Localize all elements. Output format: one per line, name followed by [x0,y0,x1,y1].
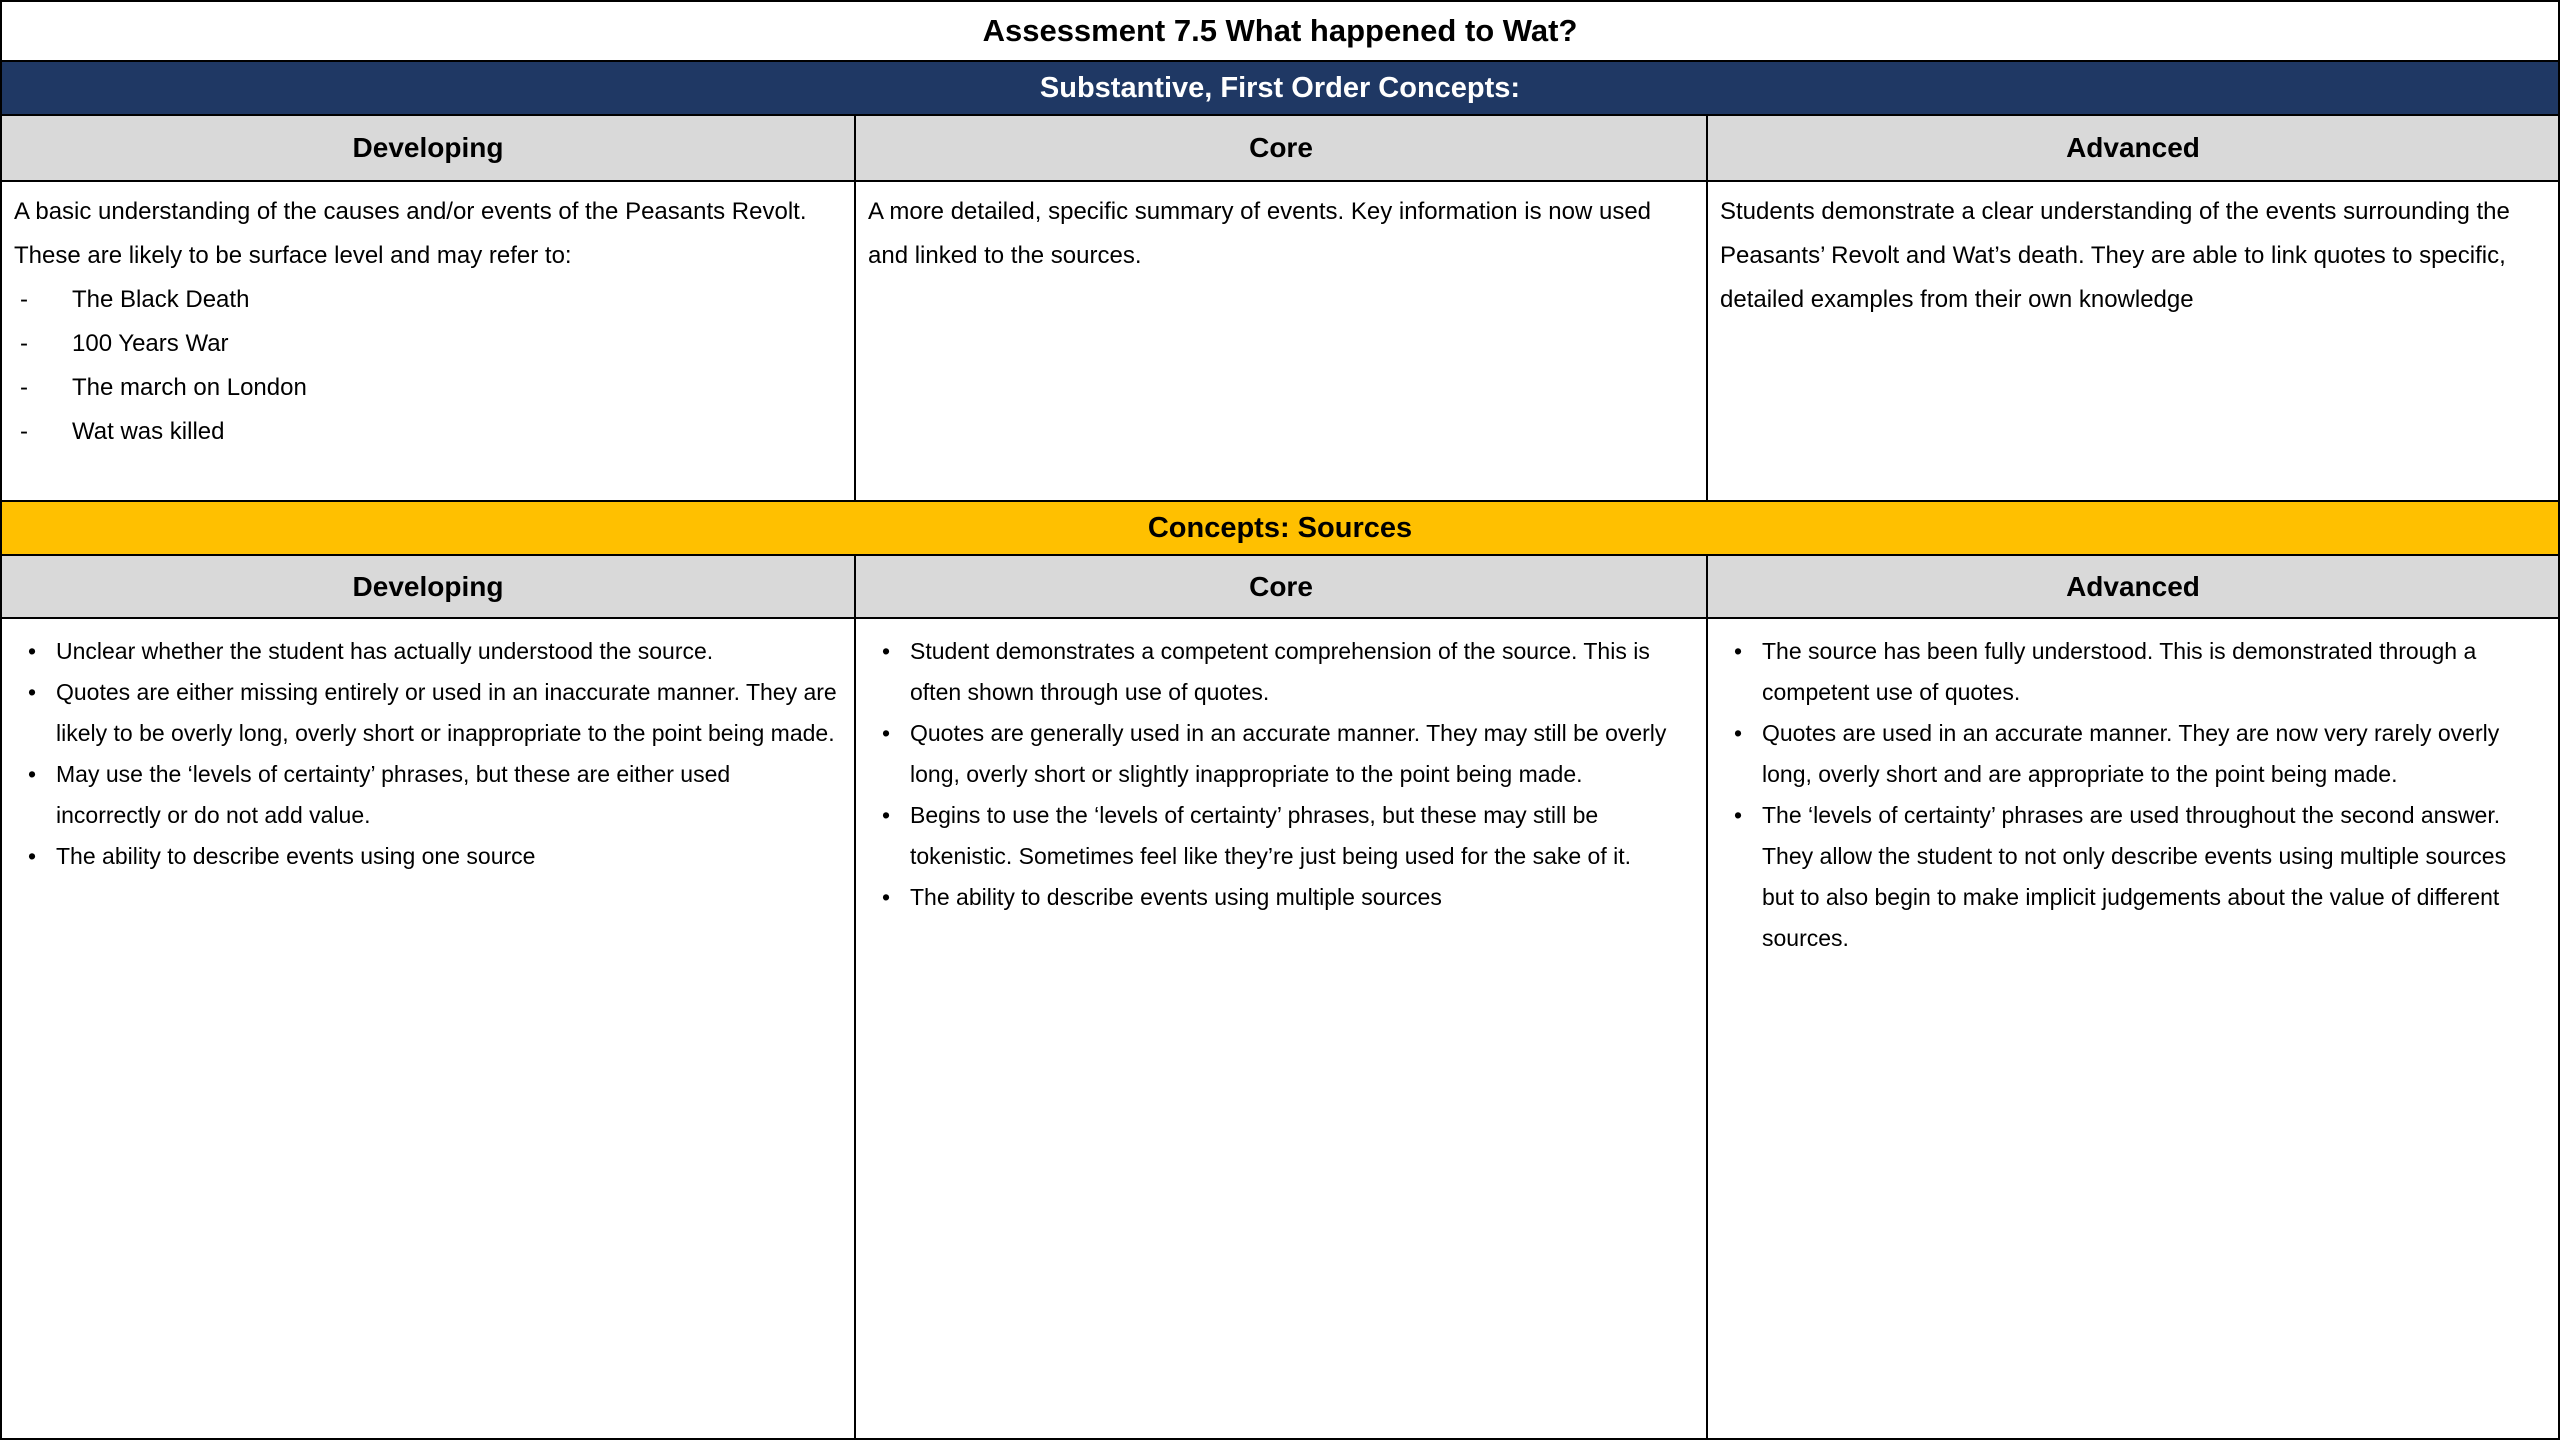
section1-header-core: Core [854,116,1706,180]
section2-header-developing: Developing [2,556,854,617]
bullet-item: • May use the ‘levels of certainty’ phrases, but these are either used incorrectly or do not add value. [14,754,838,836]
section1-core-text: A more detailed, specific summary of events. Key information is now used and linked to the sources. [868,198,1652,269]
bullet-item: • The ability to describe events using one source [14,836,838,877]
section2-content-row [2,619,2558,1440]
section1-developing-cell [2,182,854,500]
list-item: - 100 Years War [14,322,838,366]
bullet-item: • The ‘levels of certainty’ phrases are used throughout the second answer. They allow the student to not only describe events using multiple sources but to also begin to make implicit judgements about the value of different sources. [1720,795,2542,959]
page-title: Assessment 7.5 What happened to Wat? [982,13,1578,48]
list-item: - The Black Death [14,278,838,322]
section-banner-concepts-sources [2,500,2558,556]
section1-advanced-cell [1706,182,2558,500]
section1-advanced-text: Students demonstrate a clear understanding of the events surrounding the Peasants’ Revolt and Wat’s death. They are able to link quotes to specific, detailed examples from their own knowledge [1720,198,2510,313]
section2-developing-cell [2,619,854,1440]
section1-header-advanced: Advanced [1706,116,2558,180]
bullet-item: • Quotes are either missing entirely or used in an inaccurate manner. They are likely to be overly long, overly short or inappropriate to the point being made. [14,672,838,754]
list-item: - The march on London [14,366,838,410]
section1-developing-intro: A basic understanding of the causes and/or events of the Peasants Revolt. These are likely to be surface level and may refer to: [14,198,807,269]
bullet-item: • Unclear whether the student has actually understood the source. [14,631,838,672]
section1-core-cell [854,182,1706,500]
bullet-item: • Quotes are used in an accurate manner. They are now very rarely overly long, overly short and are appropriate to the point being made. [1720,713,2542,795]
bullet-item: • Begins to use the ‘levels of certainty’ phrases, but these may still be tokenistic. Sometimes feel like they’re just being used for the sake of it. [868,795,1690,877]
section2-header-core: Core [854,556,1706,617]
list-item: - Wat was killed [14,410,838,454]
section2-header-advanced: Advanced [1706,556,2558,617]
section2-advanced-cell [1706,619,2558,1440]
bullet-item: • Student demonstrates a competent comprehension of the source. This is often shown through use of quotes. [868,631,1690,713]
title-row [2,2,2558,60]
section-banner-label: Substantive, First Order Concepts: [1039,71,1521,104]
section1-header-developing: Developing [2,116,854,180]
section-banner-substantive-concepts [2,60,2558,116]
section-banner-label: Concepts: Sources [1147,511,1413,544]
bullet-item: • The ability to describe events using multiple sources [868,877,1690,918]
section2-advanced-list [1720,631,2542,959]
section1-content-row [2,182,2558,500]
section2-header-row [2,556,2558,619]
section1-developing-list [14,278,838,454]
bullet-item: • The source has been fully understood. This is demonstrated through a competent use of quotes. [1720,631,2542,713]
section1-header-row [2,116,2558,182]
section2-developing-list [14,631,838,877]
section2-core-cell [854,619,1706,1440]
section2-core-list [868,631,1690,918]
bullet-item: • Quotes are generally used in an accurate manner. They may still be overly long, overly short or slightly inappropriate to the point being made. [868,713,1690,795]
